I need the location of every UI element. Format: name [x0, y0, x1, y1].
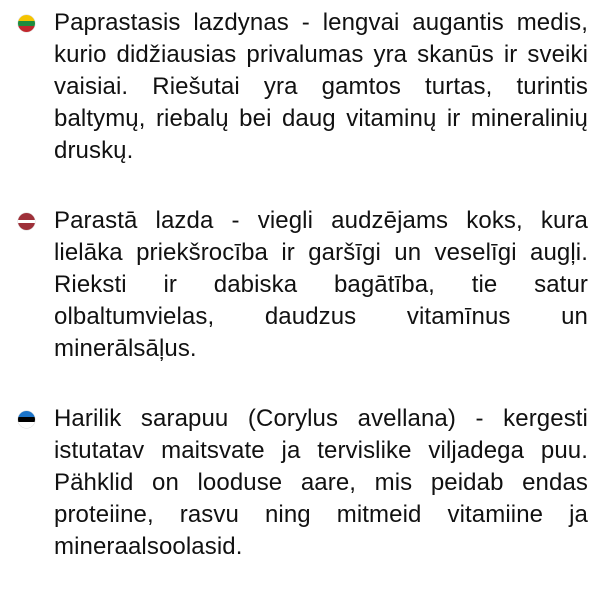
flag-stripe	[18, 422, 35, 428]
flag-stripe	[18, 223, 35, 230]
entry-text-estonian: Harilik sarapuu (Corylus avellana) - kergesti istutatav maitsvate ja tervislike viljadega puu. Pähklid on looduse aare, mis peidab endas proteiine, rasvu ning mitmeid vitamiine ja mineraalsoolasid.	[54, 405, 588, 560]
flag-stripe	[18, 26, 35, 32]
flag-stripe	[18, 213, 35, 220]
entry-estonian	[18, 403, 588, 563]
entry-text-lithuanian: Paprastasis lazdynas - lengvai augantis medis, kurio didžiausias privalumas yra skanūs ir sveiki vaisiai. Riešutai yra gamtos turtas, turintis baltymų, riebalų bei daug vitaminų ir mineralinių druskų.	[54, 9, 588, 164]
entry-text-latvian: Parastā lazda - viegli audzējams koks, kura lielāka priekšrocība ir garšīgi un veselīgi augļi. Rieksti ir dabiska bagātība, tie satur olbaltumvielas, daudzus vitamīnus un minerālsāļus.	[54, 207, 588, 362]
latvia-flag-icon	[18, 213, 35, 230]
entry-latvian	[18, 205, 588, 365]
lithuania-flag-icon	[18, 15, 35, 32]
estonia-flag-icon	[18, 411, 35, 428]
entry-lithuanian	[18, 7, 588, 167]
